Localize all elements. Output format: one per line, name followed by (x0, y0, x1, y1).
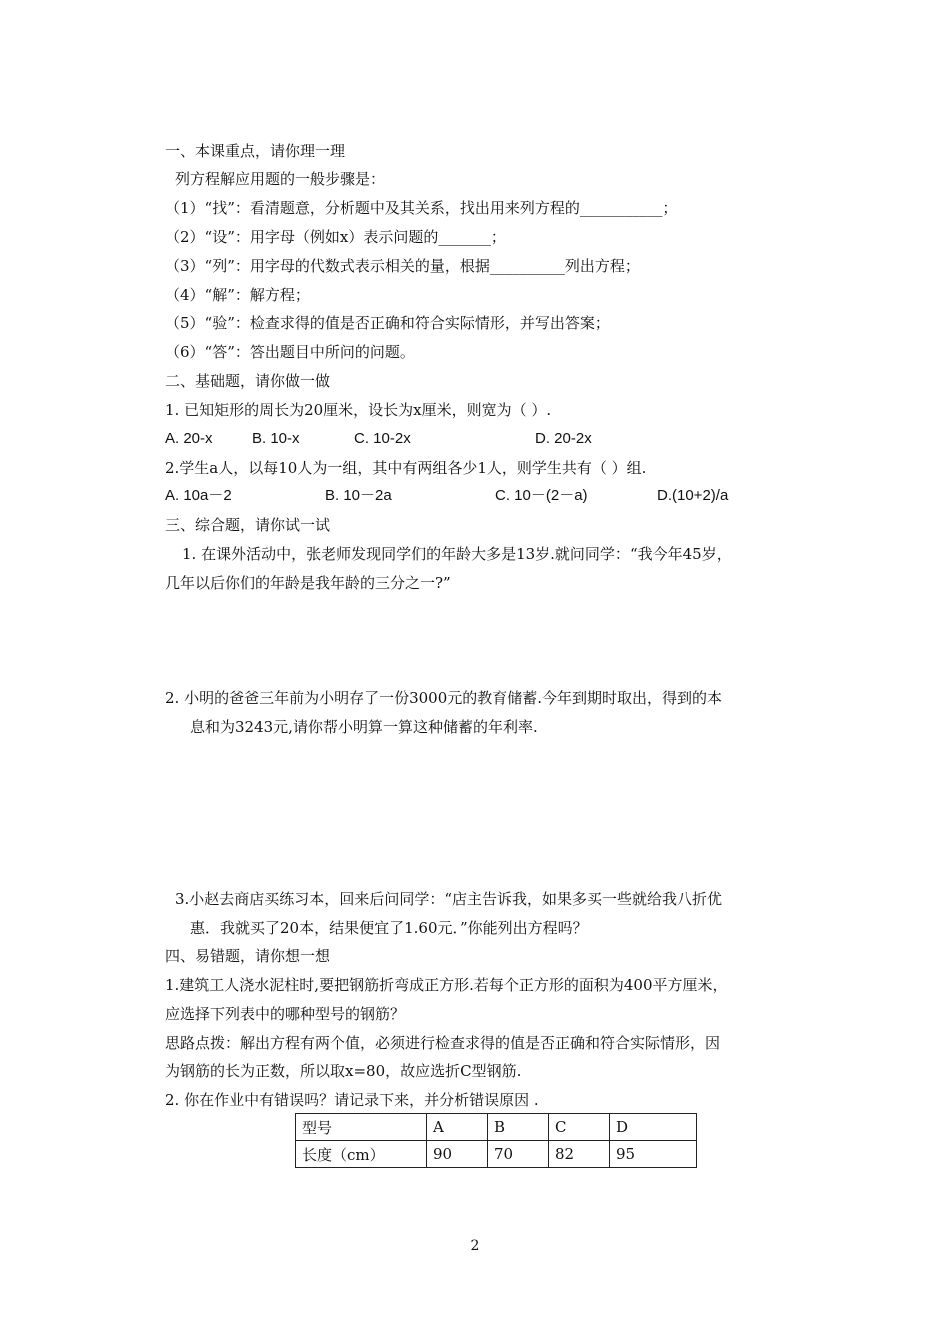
section4-heading: 四、易错题，请你想一想 (165, 947, 331, 965)
table-cell: 长度（cm） (296, 1141, 427, 1168)
question-3-3-line1: 3.小赵去商店买练习本，回来后问同学：“店主告诉我，如果多买一些就给我八折优 (175, 890, 722, 908)
question-4-1-line2: 应选择下列表中的哪种型号的钢筋？ (165, 1005, 406, 1023)
section3-heading: 三、综合题，请你试一试 (165, 516, 331, 534)
step-1: （1）“找”：看清题意，分析题中及其关系，找出用来列方程的___________； (165, 199, 678, 217)
option-c: C. 10-2x (354, 430, 411, 447)
step-2: （2）“设”：用字母（例如x）表示问题的_______； (165, 228, 506, 246)
hint-line2: 为钢筋的长为正数，所以取x=80，故应选折C型钢筋. (165, 1062, 522, 1080)
question-3-1-line2: 几年以后你们的年龄是我年龄的三分之一?” (165, 574, 451, 592)
question-2-1: 1. 已知矩形的周长为20厘米，设长为x厘米，则宽为（ ）. (165, 401, 552, 419)
page-number: 2 (470, 1238, 480, 1254)
question-4-1-line1: 1.建筑工人浇水泥柱时,要把钢筋折弯成正方形.若每个正方形的面积为400平方厘米， (165, 976, 728, 994)
question-4-2: 2. 你在作业中有错误吗？请记录下来，并分析错误原因 . (165, 1091, 539, 1109)
question-3-3-line2: 惠．我就买了20本，结果便宜了1.60元．”你能列出方程吗？ (190, 919, 588, 937)
section2-heading: 二、基础题，请你做一做 (165, 372, 331, 390)
rebar-spec-table (295, 1113, 697, 1168)
table-row (296, 1114, 697, 1141)
table-cell: C (549, 1114, 610, 1141)
section1-heading: 一、本课重点，请你理一理 (165, 142, 346, 160)
table-cell: 82 (549, 1141, 610, 1168)
option-b: B. 10－2a (325, 487, 392, 504)
step-5: （5）“验”：检查求得的值是否正确和符合实际情形，并写出答案； (165, 314, 610, 332)
table-cell: 95 (610, 1141, 697, 1168)
table-cell: D (610, 1114, 697, 1141)
table-row (296, 1141, 697, 1168)
hint-line1: 思路点拨：解出方程有两个值，必须进行检查求得的值是否正确和符合实际情形，因 (165, 1034, 721, 1052)
option-d: D.(10+2)/a (657, 487, 729, 504)
table-cell: B (488, 1114, 549, 1141)
question-3-2-line2: 息和为3243元,请你帮小明算一算这种储蓄的年利率. (190, 718, 538, 736)
question-3-1-line1: 1. 在课外活动中，张老师发现同学们的年龄大多是13岁.就问同学：“我今年45岁， (182, 545, 732, 563)
table-cell: 90 (427, 1141, 488, 1168)
step-6: （6）“答”：答出题目中所问的问题。 (165, 343, 415, 361)
table-cell: A (427, 1114, 488, 1141)
option-c: C. 10－(2－a) (495, 487, 588, 504)
table-cell: 型号 (296, 1114, 427, 1141)
table-cell: 70 (488, 1141, 549, 1168)
step-3: （3）“列”：用字母的代数式表示相关的量，根据__________列出方程； (165, 257, 640, 275)
option-a: A. 10a－2 (165, 487, 232, 504)
question-3-2-line1: 2. 小明的爸爸三年前为小明存了一份3000元的教育储蓄.今年到期时取出，得到的本 (165, 689, 723, 707)
step-4: （4）“解”：解方程； (165, 286, 310, 304)
option-b: B. 10-x (252, 430, 300, 447)
section1-intro: 列方程解应用题的一般步骤是： (175, 170, 386, 188)
question-2-2: 2.学生a人，以每10人为一组，其中有两组各少1人，则学生共有（ ）组. (165, 459, 647, 477)
option-d: D. 20-2x (535, 430, 592, 447)
option-a: A. 20-x (165, 430, 213, 447)
